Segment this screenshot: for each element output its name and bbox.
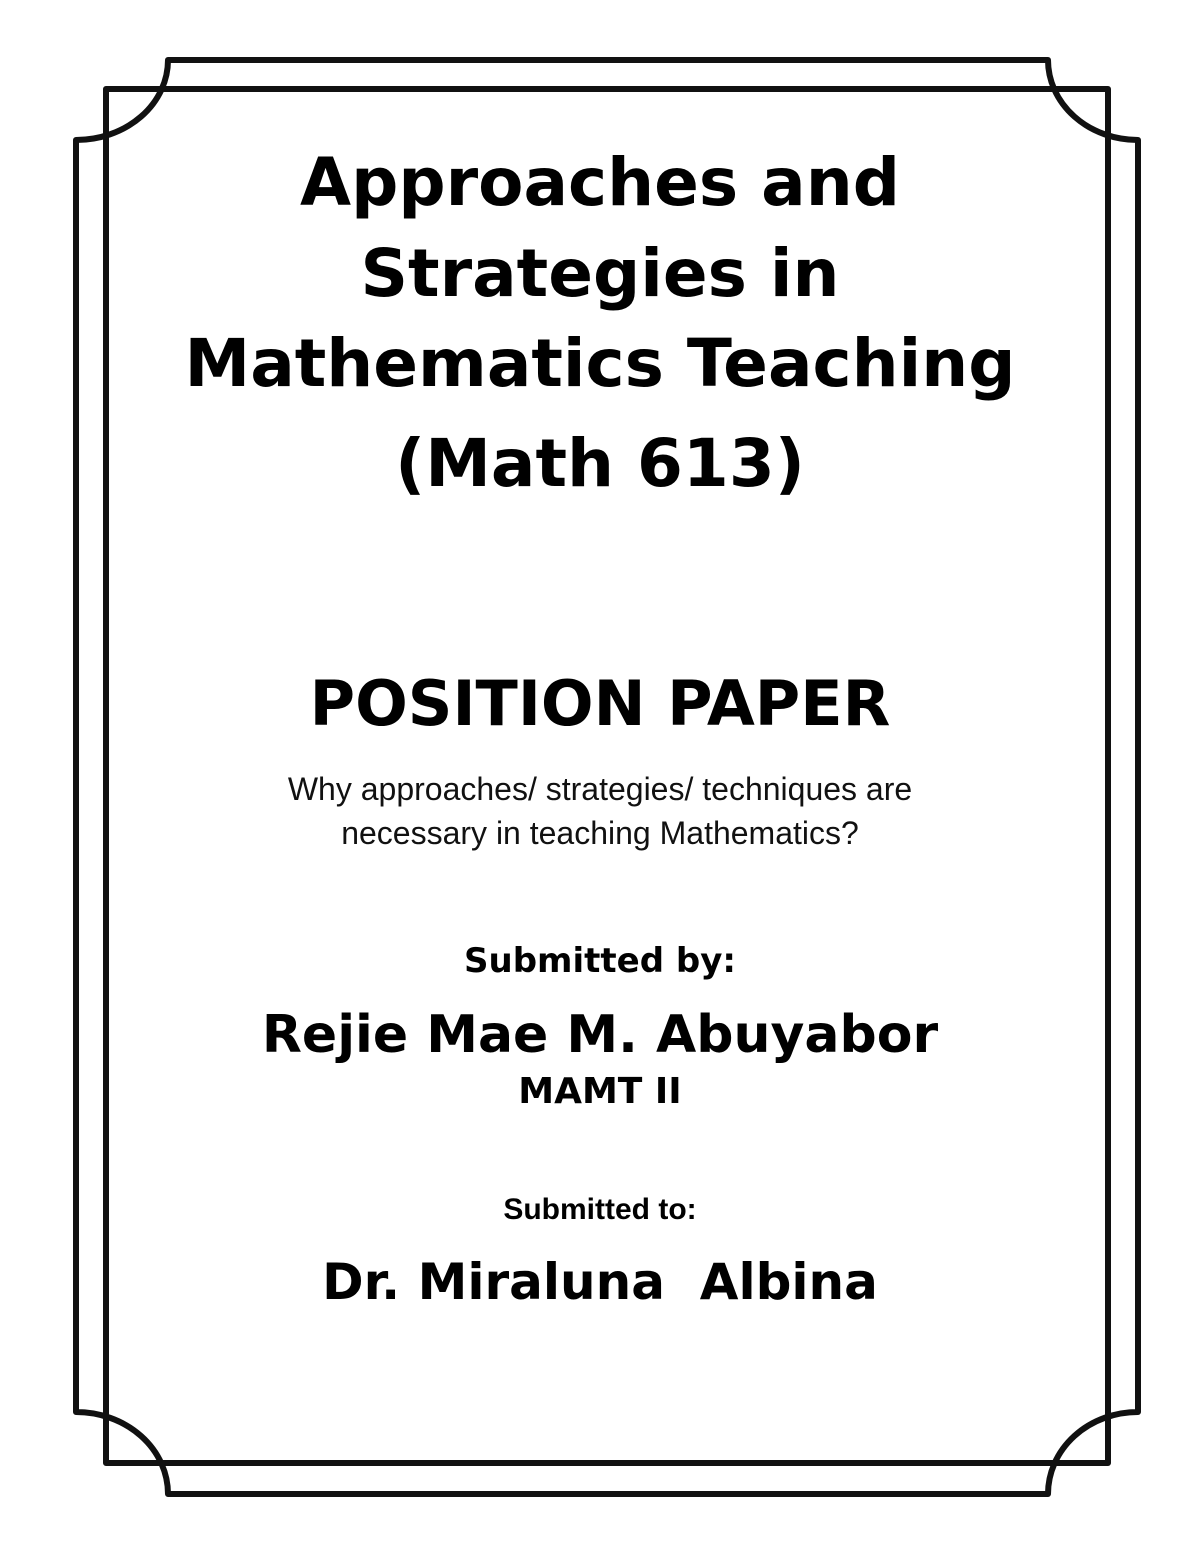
question-line-1: Why approaches/ strategies/ techniques are <box>287 771 913 807</box>
title-line-1: Approaches and <box>300 144 900 221</box>
author-program: MAMT II <box>518 1071 682 1112</box>
title-line-2: Strategies in <box>360 235 840 312</box>
document-type-heading: POSITION PAPER <box>309 667 891 740</box>
question-line-2: necessary in teaching Mathematics? <box>341 815 859 851</box>
title-line-3: Mathematics Teaching <box>184 325 1016 402</box>
submitted-by-label: Submitted by: <box>464 941 736 981</box>
submitted-to-label: Submitted to: <box>503 1193 697 1226</box>
author-name: Rejie Mae M. Abuyabor <box>261 1005 939 1065</box>
course-code: (Math 613) <box>395 425 805 502</box>
adviser-name: Dr. Miraluna Albina <box>322 1253 878 1311</box>
